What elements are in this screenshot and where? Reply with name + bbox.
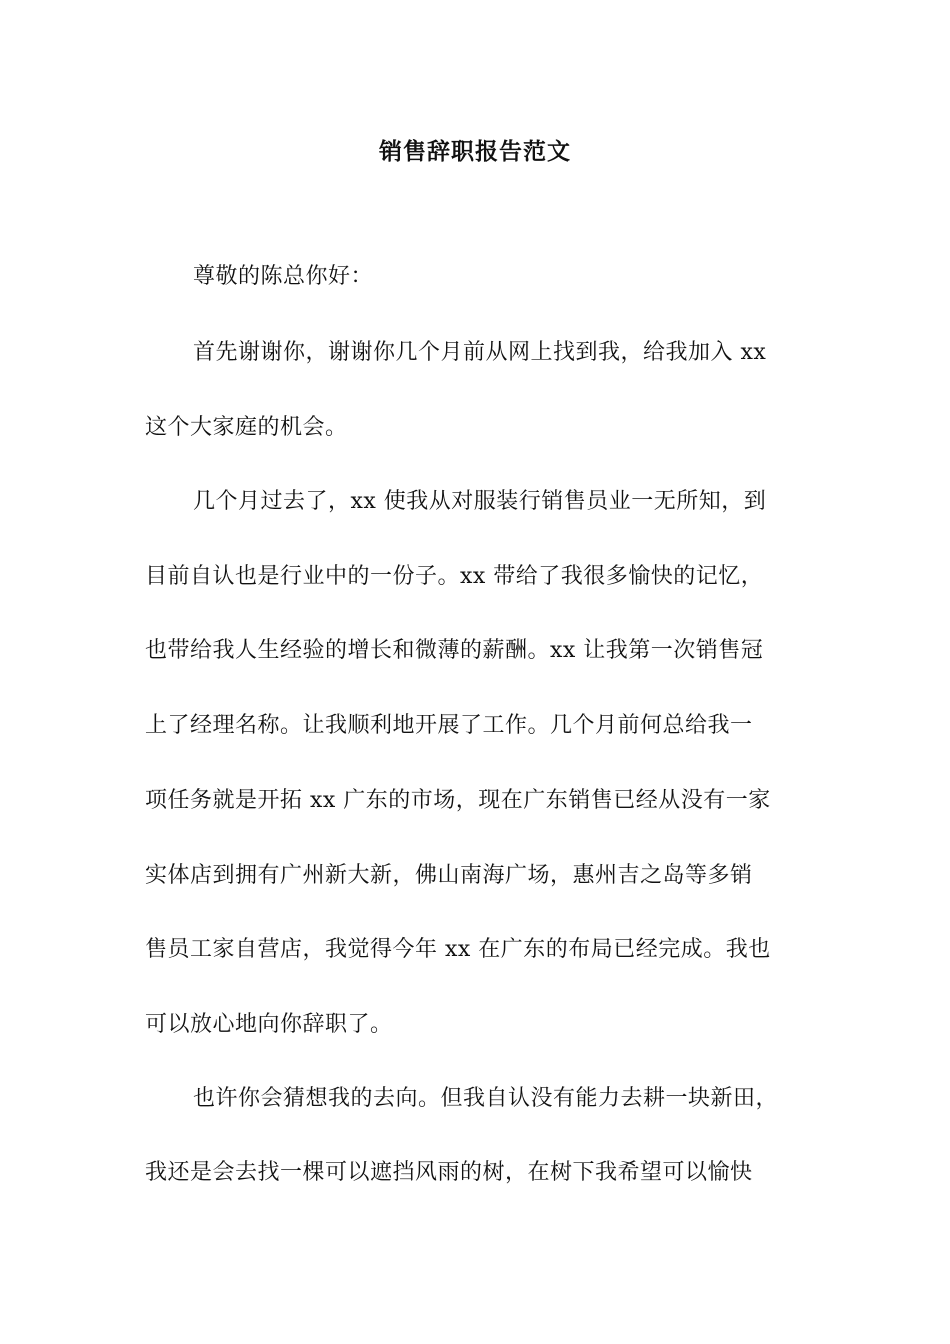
paragraph-line: 首先谢谢你，谢谢你几个月前从网上找到我，给我加入 xx — [193, 340, 767, 365]
paragraph-line: 售员工家自营店，我觉得今年 xx 在广东的布局已经完成。我也 — [145, 937, 771, 962]
paragraph-line: 可以放心地向你辞职了。 — [145, 1012, 393, 1037]
paragraph-line: 我还是会去找一棵可以遮挡风雨的树，在树下我希望可以愉快 — [145, 1160, 753, 1185]
paragraph-line: 项任务就是开拓 xx 广东的市场，现在广东销售已经从没有一家 — [145, 788, 771, 813]
document-title: 销售辞职报告范文 — [379, 138, 571, 165]
paragraph-line: 目前自认也是行业中的一份子。xx 带给了我很多愉快的记忆， — [145, 564, 764, 589]
paragraph-line: 实体店到拥有广州新大新，佛山南海广场，惠州吉之岛等多销 — [145, 863, 753, 888]
paragraph-line: 也带给我人生经验的增长和微薄的薪酬。xx 让我第一次销售冠 — [145, 638, 764, 663]
paragraph-line: 这个大家庭的机会。 — [145, 415, 348, 440]
paragraph-line: 上了经理名称。让我顺利地开展了工作。几个月前何总给我一 — [145, 713, 753, 738]
paragraph-line: 几个月过去了，xx 使我从对服装行销售员业一无所知，到 — [193, 489, 767, 514]
greeting-line: 尊敬的陈总你好： — [193, 264, 374, 289]
paragraph-line: 也许你会猜想我的去向。但我自认没有能力去耕一块新田， — [193, 1086, 779, 1111]
